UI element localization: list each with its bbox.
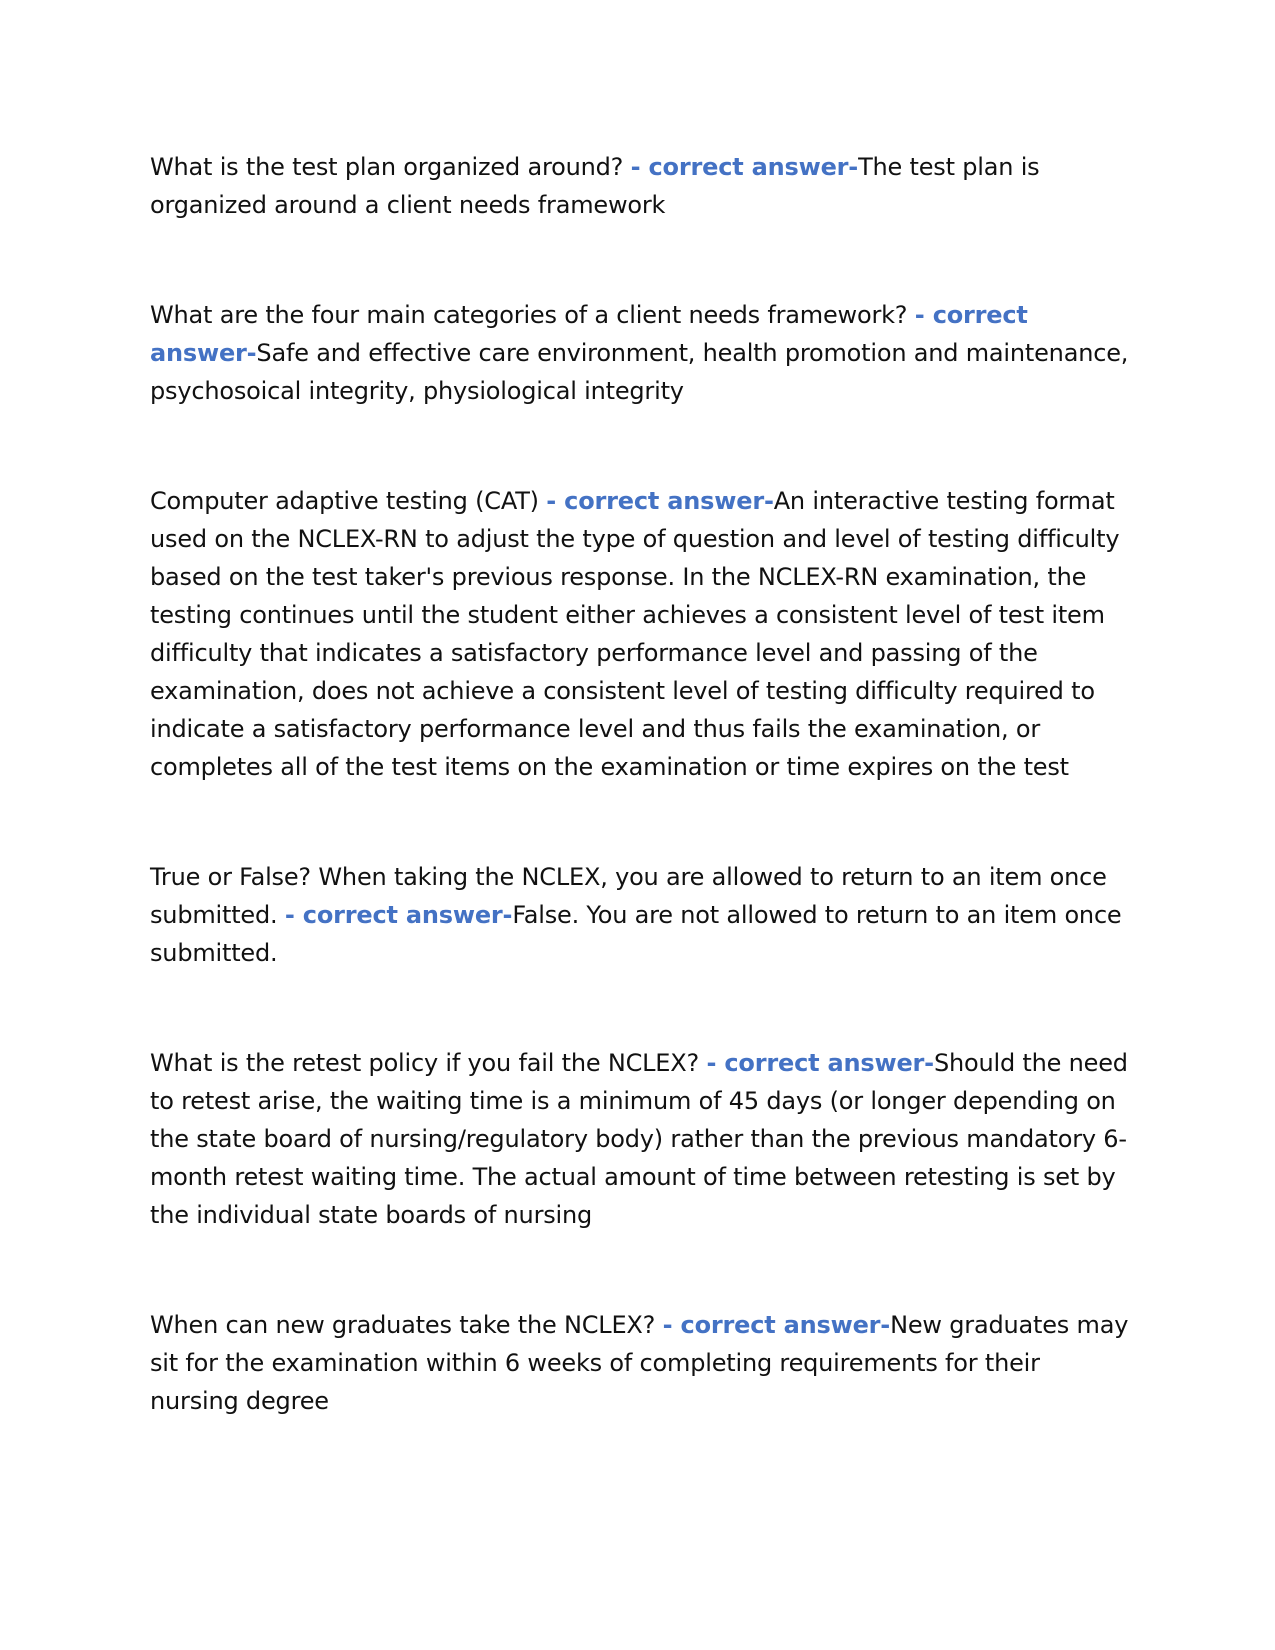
- answer-text: Should the need to retest arise, the waiting time is a minimum of 45 days (or longer depending on the state board of nursing/regulatory body) rather than the previous mandatory 6-month retest waiting time. The actual amount of time between retesting is set by the individual state boards of nursing: [150, 1049, 1128, 1229]
- correct-answer-separator: - correct answer-: [662, 1311, 891, 1339]
- correct-answer-separator: - correct answer-: [630, 153, 859, 181]
- correct-answer-separator: - correct answer-: [706, 1049, 934, 1077]
- question-text: What is the test plan organized around?: [150, 153, 631, 181]
- qa-item-return-to-item: [150, 858, 1130, 972]
- correct-answer-separator: - correct answer-: [284, 901, 513, 929]
- answer-text: The test plan is organized around a client needs framework: [150, 153, 1040, 219]
- correct-answer-separator: - correct answer-: [150, 301, 1028, 367]
- answer-text: An interactive testing format used on the NCLEX-RN to adjust the type of question and level of testing difficulty based on the test taker's previous response. In the NCLEX-RN examination, the testing continues until the student either achieves a consistent level of test item difficulty that indicates a satisfactory performance level and passing of the examination, does not achieve a consistent level of testing difficulty required to indicate a satisfactory performance level and thus fails the examination, or completes all of the test items on the examination or time expires on the test: [150, 487, 1120, 781]
- question-text: True or False? When taking the NCLEX, you are allowed to return to an item once submitted.: [150, 863, 1107, 929]
- qa-item-client-needs-categories: [150, 296, 1130, 410]
- answer-text: False. You are not allowed to return to an item once submitted.: [150, 901, 1122, 967]
- qa-list: [150, 148, 1130, 1492]
- question-text: What is the retest policy if you fail the NCLEX?: [150, 1049, 707, 1077]
- qa-item-computer-adaptive-testing: [150, 482, 1130, 786]
- qa-item-retest-policy: [150, 1044, 1130, 1234]
- qa-item-new-graduates: [150, 1306, 1130, 1420]
- answer-text: Safe and effective care environment, health promotion and maintenance, psychosoical integrity, physiological integrity: [150, 339, 1129, 405]
- answer-text: New graduates may sit for the examination within 6 weeks of completing requirements for their nursing degree: [150, 1311, 1129, 1415]
- question-text: What are the four main categories of a client needs framework?: [150, 301, 915, 329]
- question-text: Computer adaptive testing (CAT): [150, 487, 547, 515]
- question-text: When can new graduates take the NCLEX?: [150, 1311, 663, 1339]
- correct-answer-separator: - correct answer-: [546, 487, 774, 515]
- qa-item-test-plan: [150, 148, 1130, 224]
